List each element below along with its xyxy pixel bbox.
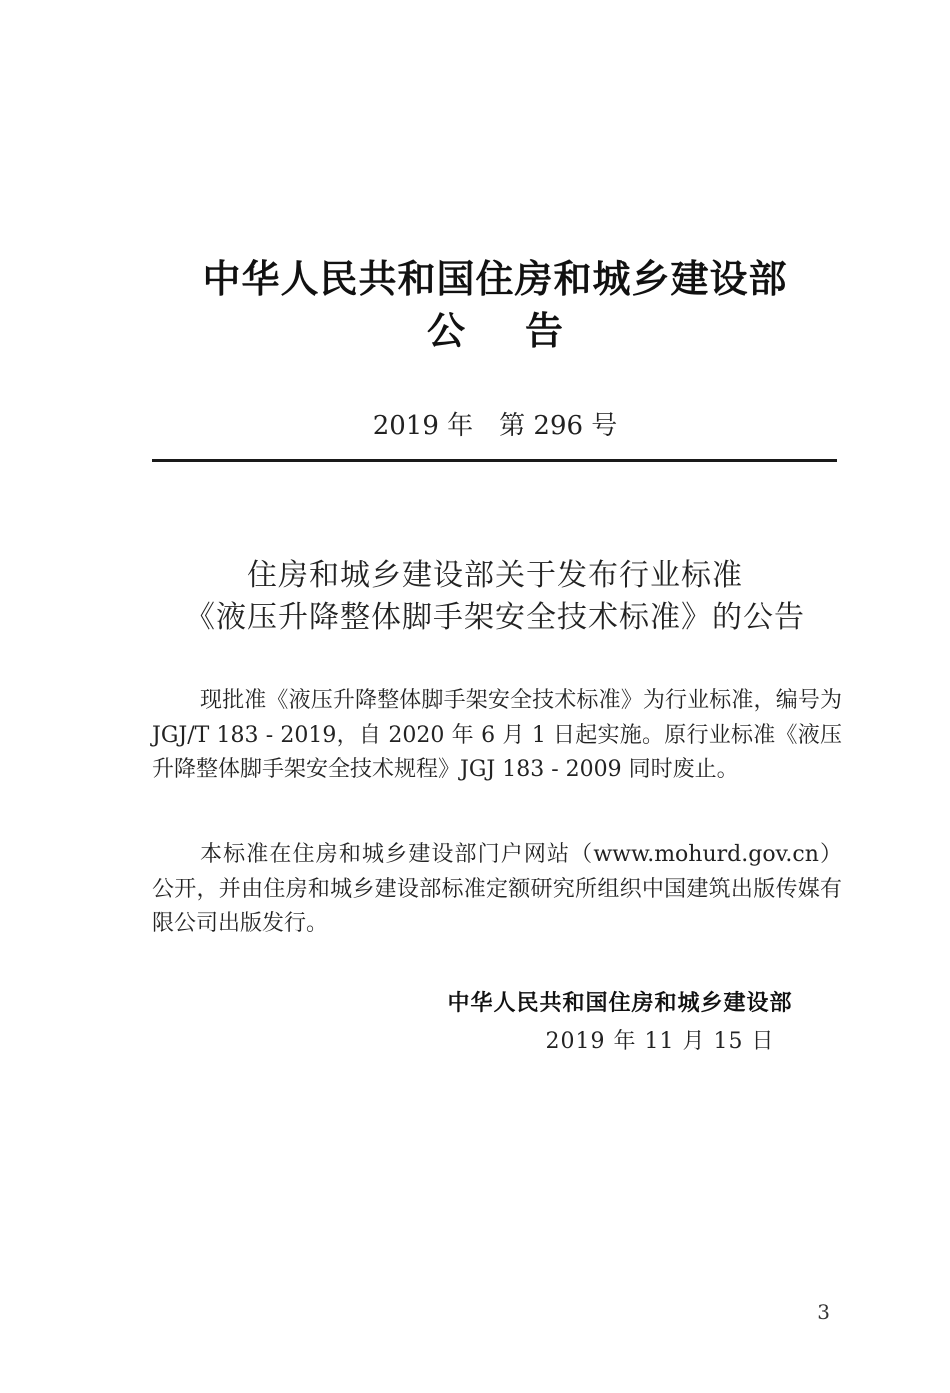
subject-line-2: 《液压升降整体脚手架安全技术标准》的公告 [185, 600, 805, 635]
issuer-heading: 中华人民共和国住房和城乡建设部 [202, 257, 788, 301]
body-paragraph-2: 本标准在住房和城乡建设部门户网站（www.mohurd.gov.cn）公开，并由住房和城乡建设部标准定额研究所组织中国建筑出版传媒有限公司出版发行。 [152, 842, 842, 936]
subject-line-1: 住房和城乡建设部关于发布行业标准 [247, 558, 743, 593]
document-number: 2019 年 第 296 号 [372, 411, 618, 441]
doc-type-heading: 公告 [426, 309, 623, 353]
page-number: 3 [817, 1300, 830, 1324]
signature-issuer: 中华人民共和国住房和城乡建设部 [447, 991, 793, 1016]
header-divider [152, 459, 837, 462]
signature-date: 2019 年 11 月 15 日 [545, 1029, 775, 1054]
body-paragraph-1: 现批准《液压升降整体脚手架安全技术标准》为行业标准，编号为 JGJ/T 183 - 2019，自 2020 年 6 月 1 日起实施。原行业标准《液压升降整体脚手架安全技术规程》JGJ 183 - 2009 同时废止。 [152, 688, 842, 782]
